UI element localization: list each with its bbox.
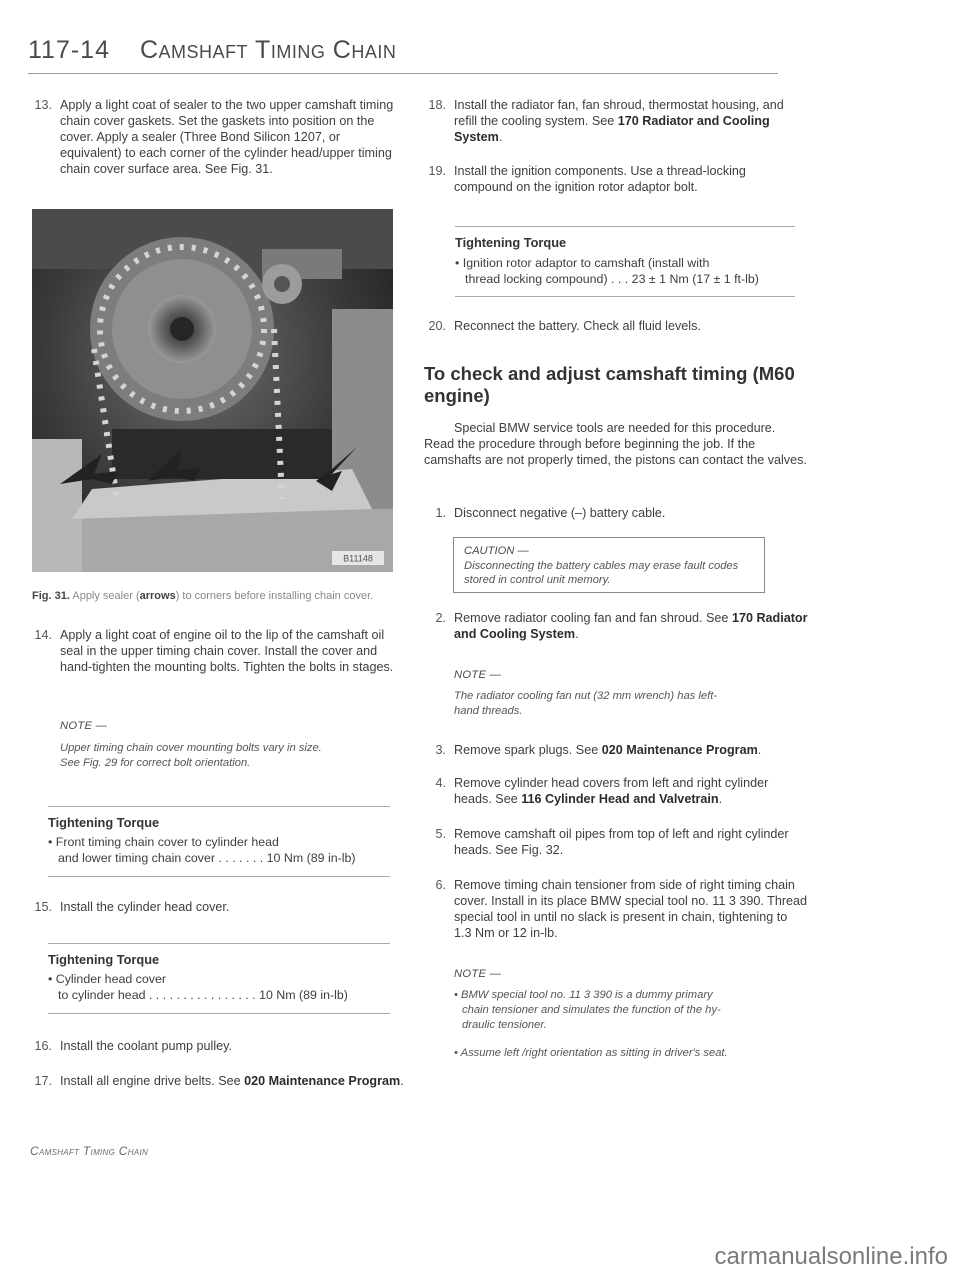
note-line: See Fig. 29 for correct bolt orientation. (60, 757, 251, 769)
step-19 (424, 163, 808, 195)
step-number: 2. (435, 611, 446, 625)
step-text: Remove cylinder head covers from left and right cylinder heads. See 116 Cylinder Head and Valvetrain. (454, 776, 769, 806)
note-heading: NOTE — (454, 968, 502, 980)
page-footer: Camshaft Timing Chain (30, 1144, 149, 1158)
step-5 (424, 826, 808, 858)
step-1 (424, 505, 808, 521)
torque-line: to cylinder head . . . . . . . . . . . . . . . . 10 Nm (89 in-lb) (58, 988, 348, 1002)
step-text: Reconnect the battery. Check all fluid levels. (454, 319, 701, 333)
step-text: Install all engine drive belts. See 020 Maintenance Program. (60, 1074, 404, 1088)
note-line: hand threads. (454, 705, 523, 717)
note-line: • BMW special tool no. 11 3 390 is a dummy primary (454, 989, 713, 1001)
caution-text: Disconnecting the battery cables may erase fault codes stored in control unit memory. (464, 560, 739, 586)
note-heading: NOTE — (60, 720, 108, 732)
step-3 (424, 742, 808, 758)
step-text: Install the ignition components. Use a thread-locking compound on the ignition rotor adaptor bolt. (454, 164, 746, 194)
torque-title: Tightening Torque (48, 815, 160, 830)
step-4 (424, 775, 808, 807)
torque-line: • Ignition rotor adaptor to camshaft (install with (455, 256, 710, 270)
torque-rule-bottom (48, 1013, 390, 1014)
section-intro: Special BMW service tools are needed for this procedure. Read the procedure through before beginning the job. If the camshafts are not properly timed, the pistons can contact the valves. (424, 421, 807, 467)
torque-line: • Cylinder head cover (48, 972, 166, 986)
header-rule (28, 73, 778, 74)
step-text: Remove spark plugs. See 020 Maintenance Program. (454, 743, 762, 757)
step-number: 16. (34, 1039, 52, 1053)
figure-31-photo (32, 209, 393, 572)
step-number: 17. (34, 1074, 52, 1088)
note-line: Upper timing chain cover mounting bolts vary in size. (60, 742, 322, 754)
step-text: Disconnect negative (–) battery cable. (454, 506, 666, 520)
step-number: 1. (435, 506, 446, 520)
torque-rule-top (48, 943, 390, 944)
watermark-text: carmanualsonline.info (714, 1243, 948, 1270)
torque-rule-top (455, 226, 795, 227)
section-title: To check and adjust camshaft timing (M60 engine) (424, 363, 795, 406)
torque-title: Tightening Torque (48, 952, 160, 967)
torque-rule-bottom (48, 876, 390, 877)
step-text: Remove timing chain tensioner from side of right timing chain cover. Install in its place BMW special tool no. 11 3 390. Thread special tool in until no slack is present in chain, tightening to 1.3 Nm or 12 in-lb. (454, 878, 808, 940)
step-number: 5. (435, 827, 446, 841)
torque-rule-top (48, 806, 390, 807)
step-18 (424, 97, 808, 145)
step-number: 15. (34, 900, 52, 914)
step-number: 20. (428, 319, 446, 333)
step-text: Apply a light coat of sealer to the two upper camshaft timing chain cover gaskets. Set the gaskets into position on the cover. Apply a sealer (Three Bond Silicon 1207, or equivalent) to each corner of the cylinder head/upper timing chain cover surface area. See Fig. 31. (60, 98, 394, 176)
step-number: 18. (428, 98, 446, 112)
note-line: • Assume left /right orientation as sitting in driver's seat. (454, 1047, 728, 1059)
step-13 (30, 97, 404, 177)
step-text: Install the cylinder head cover. (60, 900, 230, 914)
step-text: Install the radiator fan, fan shroud, thermostat housing, and refill the cooling system. See 170 Radiator and Cooling System. (454, 98, 784, 144)
engine-photo-illustration (32, 209, 393, 572)
note-heading: NOTE — (454, 669, 502, 681)
step-14 (30, 627, 404, 675)
figure-code: B11148 (343, 553, 373, 564)
step-15 (30, 899, 404, 915)
torque-line: thread locking compound) . . . 23 ± 1 Nm (17 ± 1 ft-lb) (465, 272, 759, 286)
caution-heading: CAUTION — (464, 545, 529, 557)
step-number: 13. (34, 98, 52, 112)
note-line: draulic tensioner. (462, 1019, 547, 1031)
step-number: 14. (34, 628, 52, 642)
step-text: Install the coolant pump pulley. (60, 1039, 232, 1053)
note-line: The radiator cooling fan nut (32 mm wrench) has left- (454, 690, 718, 702)
step-text: Apply a light coat of engine oil to the lip of the camshaft oil seal in the upper timing chain cover. Install the cover and hand-tighten the mounting bolts. Tighten the bolts in stages. (60, 628, 394, 674)
step-number: 6. (435, 878, 446, 892)
step-2 (424, 610, 808, 642)
note-line: chain tensioner and simulates the function of the hy- (462, 1004, 721, 1016)
page-number: 117-14 (28, 36, 110, 64)
step-20 (424, 318, 808, 334)
step-6 (424, 877, 808, 941)
step-text: Remove radiator cooling fan and fan shroud. See 170 Radiator and Cooling System. (454, 611, 808, 641)
torque-rule-bottom (455, 296, 795, 297)
page-title: Camshaft Timing Chain (140, 36, 397, 64)
step-number: 4. (435, 776, 446, 790)
step-text: Remove camshaft oil pipes from top of left and right cylinder heads. See Fig. 32. (454, 827, 789, 857)
torque-line: and lower timing chain cover . . . . . . . 10 Nm (89 in-lb) (58, 851, 356, 865)
figure-caption: Fig. 31. Apply sealer (arrows) to corners before installing chain cover. (32, 590, 374, 602)
step-17 (30, 1073, 404, 1089)
caution-box (453, 537, 765, 593)
step-number: 19. (428, 164, 446, 178)
step-16 (30, 1038, 404, 1054)
torque-line: • Front timing chain cover to cylinder head (48, 835, 279, 849)
torque-title: Tightening Torque (455, 235, 567, 250)
step-number: 3. (435, 743, 446, 757)
